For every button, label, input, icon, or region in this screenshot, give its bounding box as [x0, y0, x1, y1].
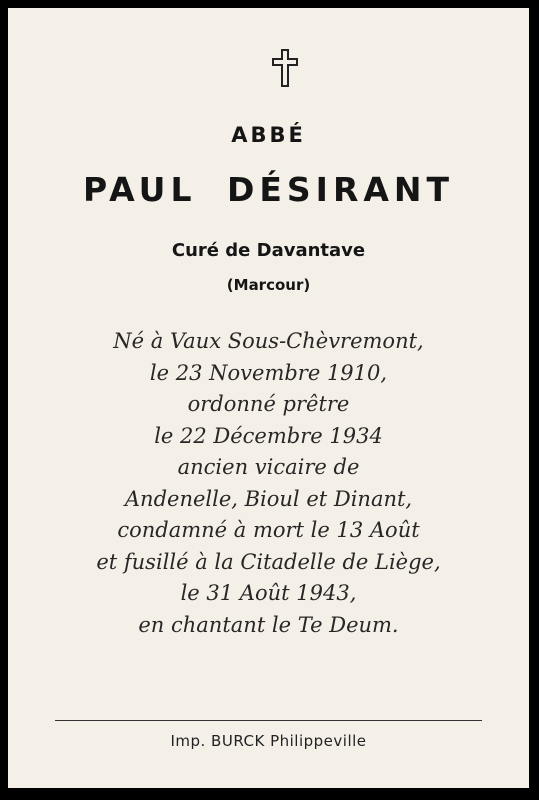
position-title: Curé de Davantave	[171, 240, 366, 261]
biography-line: le 22 Décembre 1934	[154, 423, 383, 448]
parish-name: (Marcour)	[226, 276, 311, 294]
biography-line: ancien vicaire de	[177, 455, 360, 479]
memorial-card	[8, 8, 529, 788]
biography-line: en chantant le Te Deum.	[138, 612, 399, 637]
cross-icon	[270, 48, 300, 88]
divider	[55, 720, 482, 721]
biography-text	[8, 326, 529, 641]
deceased-name: PAUL DÉSIRANT	[82, 170, 455, 209]
biography-line: Andenelle, Bioul et Dinant,	[124, 486, 413, 511]
biography-line: le 31 Août 1943,	[180, 581, 357, 605]
biography-line: condamné à mort le 13 Août	[117, 518, 420, 542]
biography-line: ordonné prêtre	[187, 392, 350, 416]
biography-line: Né à Vaux Sous-Chèvremont,	[113, 329, 424, 353]
title-prefix: ABBÉ	[231, 123, 306, 147]
printer-credit: Imp. BURCK Philippeville	[170, 732, 367, 750]
biography-line: le 23 Novembre 1910,	[149, 360, 388, 385]
biography-line: et fusillé à la Citadelle de Liège,	[96, 549, 441, 574]
